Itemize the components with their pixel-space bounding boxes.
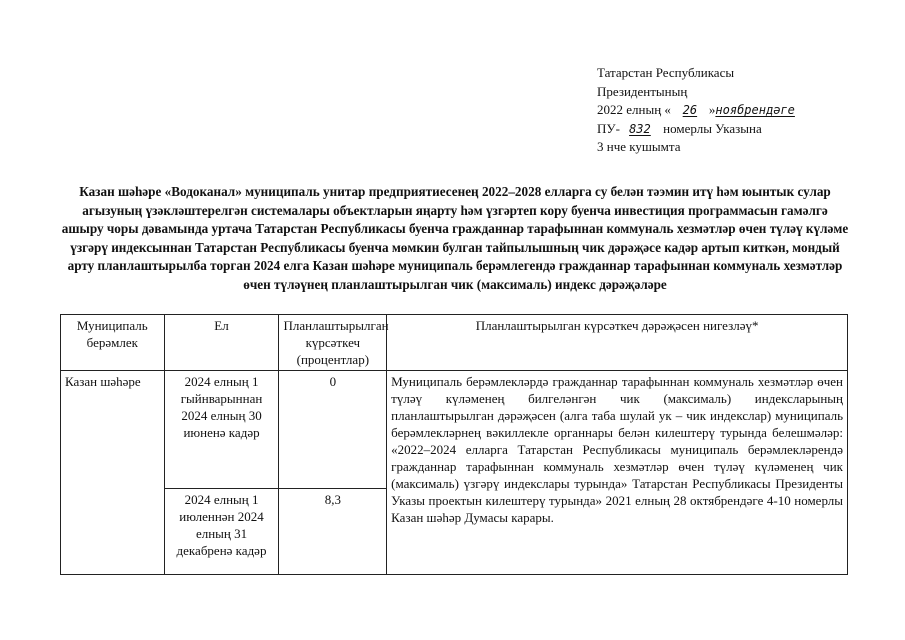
- appendix-line-decree-number: [597, 120, 897, 139]
- appendix-line-number: 3 нче кушымта: [597, 139, 681, 154]
- header-index: Планлаштырылган күрсәткеч (процентлар): [279, 315, 387, 371]
- index-table: [60, 314, 848, 575]
- cell-index-second-half: 8,3: [279, 489, 387, 575]
- cell-municipality: Казан шәһәре: [61, 371, 165, 575]
- document-title: Казан шәһәре «Водоканал» муниципаль унитар предприятиесенең 2022–2028 елларга су белән тәэмин итү һәм юынтык сулар агызуның үзәкләштерелгән системалары объектларын яңарту һәм үзгәртеп кору буенча инвестиция программасын гамәлгә ашыру чоры дәвамында уртача Татарстан Республикасы буенча гражданнар тарафыннан коммуналь хезмәтләр өчен түләү күләме үзгәрү индексыннан Татарстан Республикасы буенча мөмкин булган тайпылышның чик дәрәҗәсе кадәр артып киткән, мондый арту планлаштырылба торган 2024 елга Казан шәһәре муниципаль берәмлегендә гражданнар тарафыннан коммуналь хезмәтләр өчен түләүнең планлаштырылган чик (максималь) индекс дәрәҗәләре: [61, 184, 849, 292]
- cell-period-second-half: 2024 елның 1 июленнән 2024 елның 31 декабренә кадәр: [164, 489, 279, 575]
- decree-suffix: номерлы Указына: [663, 120, 762, 136]
- appendix-line-president: Президентының: [597, 83, 688, 99]
- cell-justification: Муниципаль берәмлекләрдә гражданнар тарафыннан коммуналь хезмәтләр өчен түләү күләменең билгеләнгән чик (максималь) индексларының планлаштырылган дәрәҗәсен (алга таба шулай ук – чик индекслар) муниципаль берәмлекләрнең вәкиллекле органнары белән килештерү турында белешмәләр: «2022–2024 елларга Татарстан Республикасы муниципаль берәмлекләрендә гражданнар тарафыннан коммуналь хезмәтләр өчен түләү күләменең чик (максималь) үзгәрү индекслары турында» Татарстан Республикасы Президенты Указы проектын килештерү турында» 2021 елның 28 октябрендәге 4-10 номерлы Казан шәһәр Думасы карары.: [387, 371, 848, 575]
- decree-number: 832: [629, 121, 651, 136]
- header-justification: Планлаштырылган күрсәткеч дәрәҗәсен нигезләү*: [387, 315, 848, 371]
- appendix-line-date: [597, 101, 897, 120]
- table-row: [61, 371, 848, 489]
- cell-period-first-half: 2024 елның 1 гыйнварыннан 2024 елның 30 июненә кадәр: [164, 371, 279, 489]
- date-prefix: 2022 елның «: [597, 102, 671, 117]
- date-month: ноябрендәге: [715, 103, 795, 117]
- date-day: 26: [682, 103, 698, 117]
- header-municipality: Муниципаль берәмлек: [61, 315, 165, 371]
- cell-index-first-half: 0: [279, 371, 387, 489]
- appendix-line-republic: Татарстан Республикасы: [597, 65, 735, 80]
- appendix-reference: [597, 64, 897, 157]
- date-mid: »: [708, 102, 716, 117]
- header-period: Ел: [164, 315, 279, 371]
- decree-prefix: ПУ-: [597, 120, 620, 136]
- table-header-row: [61, 315, 848, 371]
